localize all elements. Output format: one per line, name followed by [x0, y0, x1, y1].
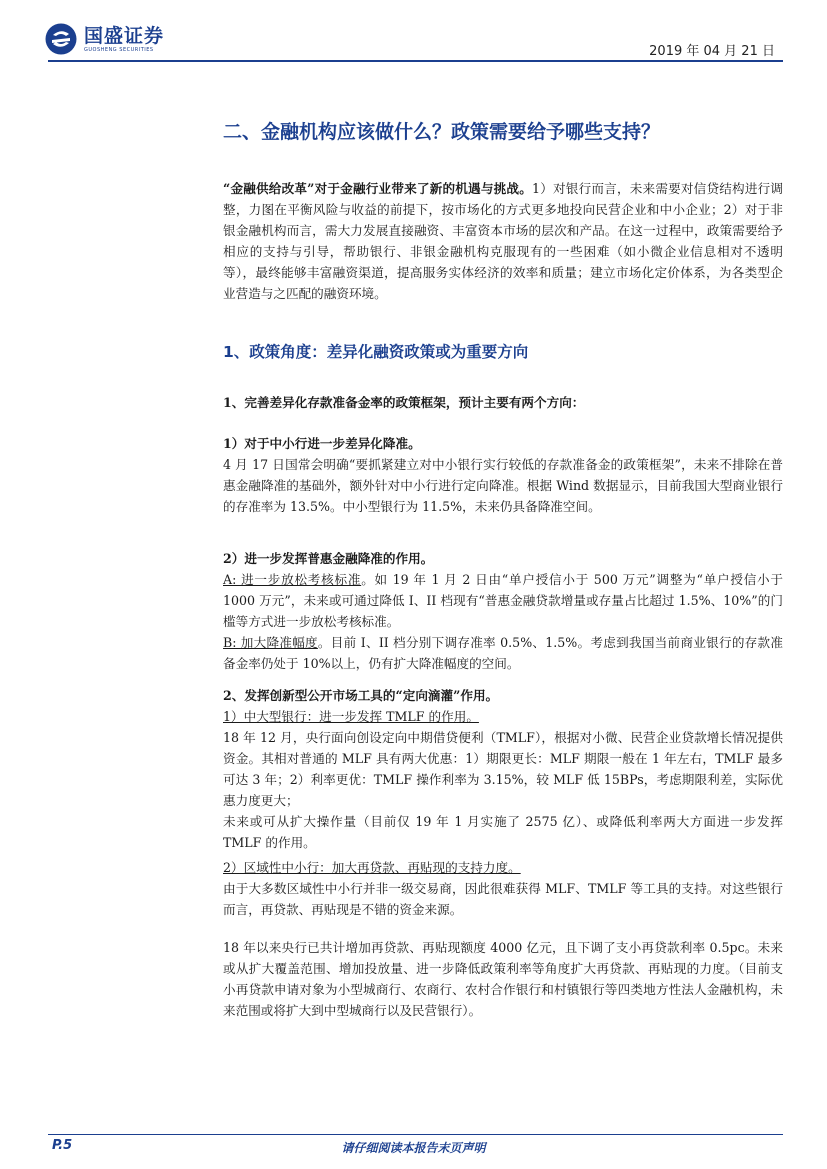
report-date: 2019 年 04 月 21 日 — [649, 44, 775, 59]
point1-b-body: 。目前 I、II 档分别下调存准率 0.5%、1.5%。考虑到我国当前商业银行的存款准备金率仍处于 10%以上，仍有扩大降准幅度的空间。 — [223, 635, 783, 671]
point1-title: 1、完善差异化存款准备金率的政策框架，预计主要有两个方向： — [223, 395, 585, 410]
header-divider — [48, 60, 783, 62]
point2-sub1-body2: 未来或可从扩大操作量（目前仅 19 年 1 月实施了 2575 亿）、或降低利率两大方面进一步发挥 TMLF 的作用。 — [223, 814, 783, 850]
point2-title: 2、发挥创新型公开市场工具的“定向滴灌”作用。 — [223, 688, 499, 703]
section-title: 二、金融机构应该做什么？政策需要给予哪些支持？ — [223, 121, 661, 143]
subsection-title: 1、政策角度：差异化融资政策或为重要方向 — [223, 343, 529, 361]
point1-a-body: 。如 19 年 1 月 2 日由“单户授信小于 500 万元”调整为“单户授信小于 1000 万元”，未来或可通过降低 I、II 档现有“普惠金融贷款增量或存量占比超过 1.5%、10%”的门槛等方式进一步放松考核标准。 — [223, 572, 783, 629]
point2-sub2-title: 2）区域性中小行：加大再贷款、再贴现的支持力度。 — [223, 860, 521, 875]
point2-sub1-title: 1）中大型银行：进一步发挥 TMLF 的作用。 — [223, 709, 479, 724]
intro-body: 1）对银行而言，未来需要对信贷结构进行调整，力图在平衡风险与收益的前提下，按市场化的方式更多地投向民营企业和中小企业；2）对于非银金融机构而言，需大力发展直接融资、丰富资本市场的层次和产品。在这一过程中，政策需要给予相应的支持与引导，帮助银行、非银金融机构克服现有的一些困难（如小微企业信息相对不透明等），最终能够丰富融资渠道，提高服务实体经济的效率和质量；建立市场化定价体系，为各类型企业营造与之匹配的融资环境。 — [223, 181, 784, 301]
logo-mark-icon — [44, 22, 78, 56]
point1-a-label: A: 进一步放松考核标准 — [223, 572, 362, 587]
footer-disclaimer: 请仔细阅读本报告末页声明 — [341, 1141, 486, 1155]
point1-b-label: B: 加大降准幅度 — [223, 635, 318, 650]
point2-sub2-body: 由于大多数区域性中小行并非一级交易商，因此很难获得 MLF、TMLF 等工具的支持。对这些银行而言，再贷款、再贴现是不错的资金来源。 — [223, 881, 783, 917]
point1-sub2 — [223, 548, 783, 674]
point2-sub1-body: 18 年 12 月，央行面向创设定向中期借贷便利（TMLF），根据对小微、民营企业贷款增长情况提供资金。其相对普通的 MLF 具有两大优惠：1）期限更长：MLF 期限一般在 1 年左右，TMLF 最多可达 3 年；2）利率更优：TMLF 操作利率为 3.15%，较 MLF 低 15BPs，考虑期限利差，实际优惠力度更大； — [223, 730, 783, 808]
point1-sub2-title: 2）进一步发挥普惠金融降准的作用。 — [223, 551, 434, 566]
point2-sub2-extra — [223, 937, 783, 1021]
footer-divider — [48, 1134, 783, 1135]
page-header — [0, 0, 827, 70]
point2 — [223, 685, 783, 853]
point1-sub1-body: 4 月 17 日国常会明确“要抓紧建立对中小银行实行较低的存款准备金的政策框架”，未来不排除在普惠金融降准的基础外，额外针对中小行进行定向降准。根据 Wind 数据显示，目前我国大型商业银行的存准率为 13.5%。中小型银行为 11.5%，未来仍具备降准空间。 — [223, 457, 783, 514]
logo-name: 国盛证券 — [84, 24, 165, 47]
point1-sub1-title: 1）对于中小行进一步差异化降准。 — [223, 436, 421, 451]
intro-paragraph — [223, 178, 783, 304]
point2-sub2-body2: 18 年以来央行已共计增加再贷款、再贴现额度 4000 亿元，且下调了支小再贷款利率 0.5pc。未来或从扩大覆盖范围、增加投放量、进一步降低政策利率等角度扩大再贷款、再贴现的力度。（目前支小再贷款申请对象为小型城商行、农商行、农村合作银行和村镇银行等四类地方性法人金融机构，未来范围或将扩大到中型城商行以及民营银行）。 — [223, 940, 783, 1018]
point2-sub2 — [223, 857, 783, 920]
logo-subtitle: GUOSHENG SECURITIES — [84, 46, 154, 53]
point1-sub1 — [223, 433, 783, 517]
company-logo — [44, 22, 164, 56]
intro-lead: “金融供给改革”对于金融行业带来了新的机遇与挑战。 — [223, 181, 533, 196]
page-number: P.5 — [52, 1138, 73, 1153]
